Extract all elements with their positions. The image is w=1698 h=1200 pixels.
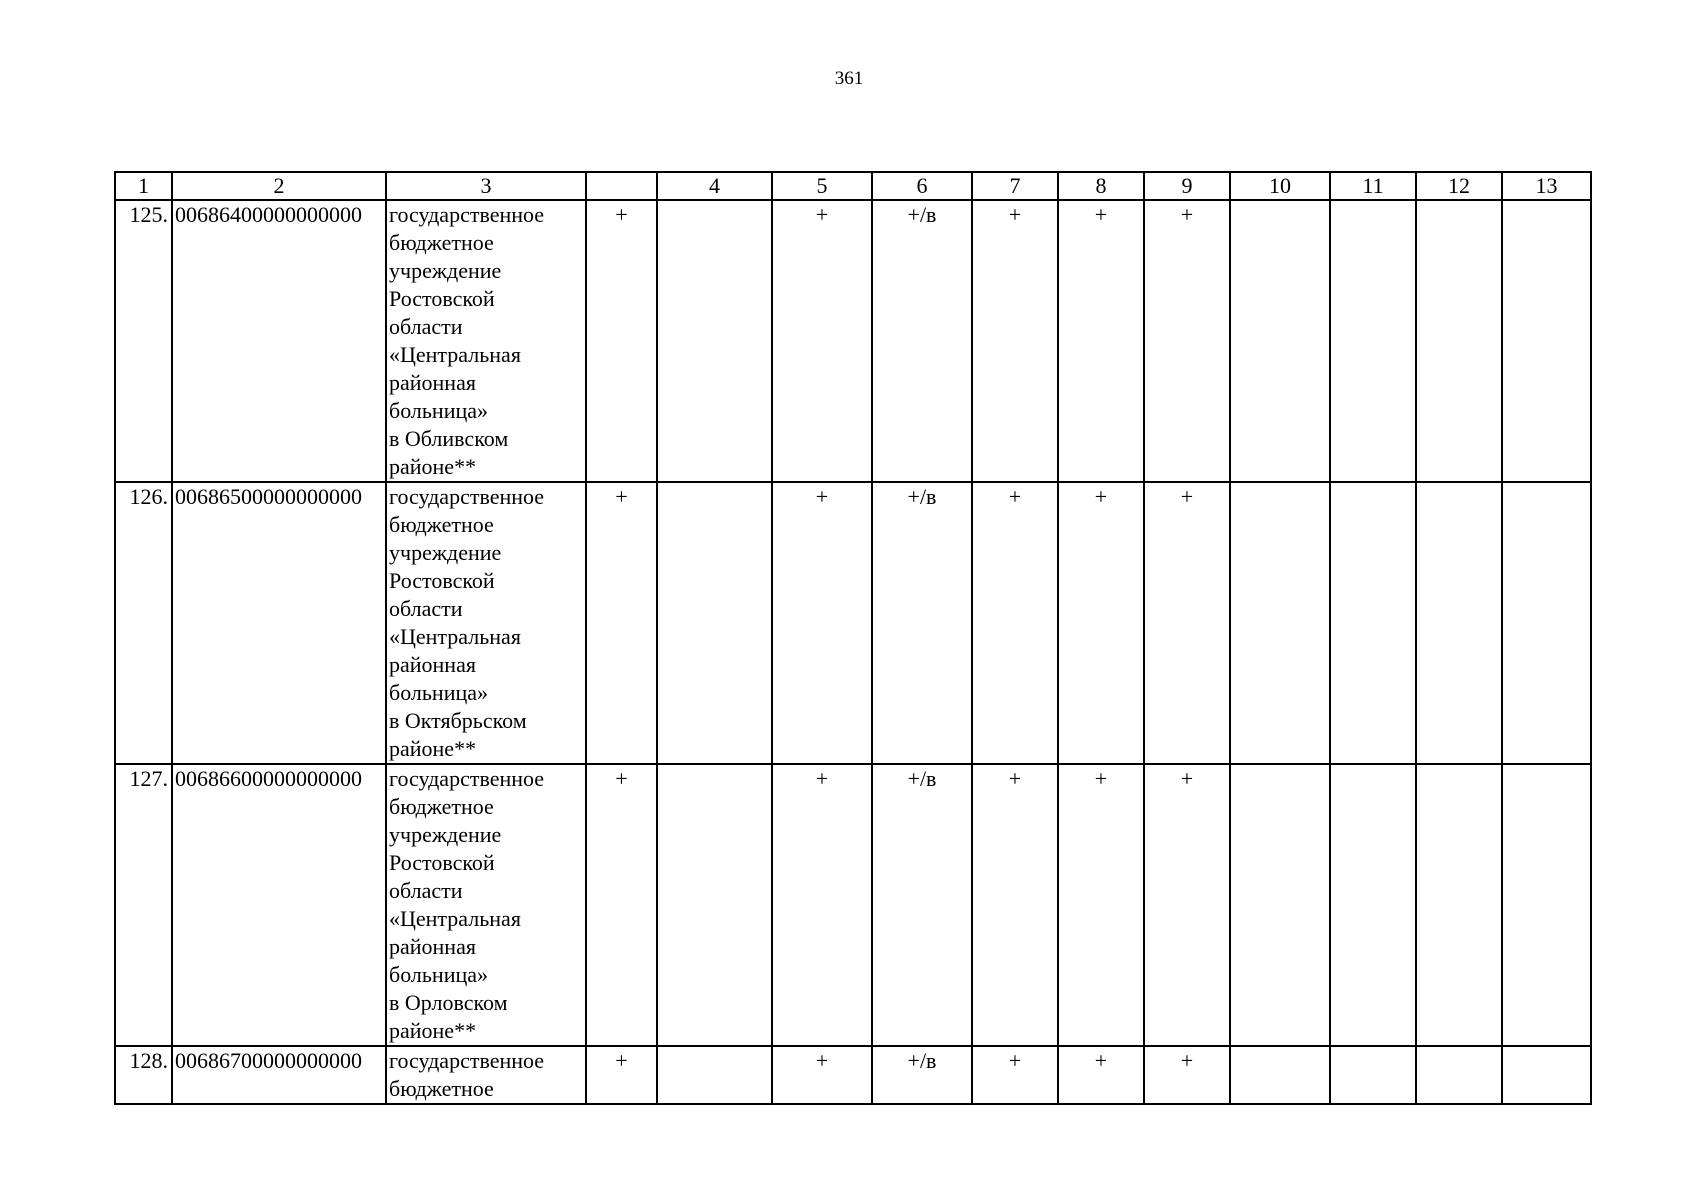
row-mark: [657, 1046, 772, 1104]
row-name-line: государственное: [389, 766, 545, 791]
row-code: 00686600000000000: [172, 764, 386, 1046]
row-mark: [1416, 482, 1502, 764]
table-row: [115, 482, 1591, 764]
row-mark: +: [1058, 1046, 1144, 1104]
column-header: 7: [972, 172, 1058, 200]
row-mark: +: [1058, 764, 1144, 1046]
row-name-line: районе**: [389, 736, 477, 761]
row-mark: [1416, 764, 1502, 1046]
column-header: 4: [657, 172, 772, 200]
row-number: 125.: [115, 200, 172, 482]
row-name-line: Ростовской: [389, 850, 495, 875]
row-number: 126.: [115, 482, 172, 764]
row-mark: +: [972, 200, 1058, 482]
row-mark: +: [1144, 482, 1230, 764]
row-name: [386, 482, 586, 764]
row-name-line: Ростовской: [389, 286, 495, 311]
row-mark: +/в: [872, 764, 972, 1046]
row-mark: +: [1144, 200, 1230, 482]
row-name-line: районе**: [389, 1018, 477, 1043]
row-name: [386, 1046, 586, 1104]
row-mark: [657, 482, 772, 764]
table-header-row: [115, 172, 1591, 200]
row-mark: [1330, 200, 1416, 482]
row-mark: [1230, 1046, 1330, 1104]
row-name-line: Ростовской: [389, 568, 495, 593]
row-mark: +: [972, 482, 1058, 764]
row-name-line: бюджетное: [389, 230, 494, 255]
row-mark: [1502, 200, 1591, 482]
row-name-line: бюджетное: [389, 512, 494, 537]
row-name-line: учреждение: [389, 822, 502, 847]
table-row: [115, 764, 1591, 1046]
row-code: 00686700000000000: [172, 1046, 386, 1104]
column-header: 8: [1058, 172, 1144, 200]
row-mark: [1416, 200, 1502, 482]
row-name-line: области: [389, 596, 463, 621]
row-mark: [657, 764, 772, 1046]
row-mark: +: [972, 764, 1058, 1046]
row-name-line: районная: [389, 934, 476, 959]
row-name-line: государственное: [389, 1048, 545, 1073]
column-header: [586, 172, 657, 200]
row-mark: [657, 200, 772, 482]
column-header: 1: [115, 172, 172, 200]
column-header: 11: [1330, 172, 1416, 200]
row-number: 127.: [115, 764, 172, 1046]
row-name-line: области: [389, 314, 463, 339]
row-mark: [1230, 764, 1330, 1046]
row-name-line: районная: [389, 652, 476, 677]
row-mark: +: [772, 482, 872, 764]
row-name: [386, 200, 586, 482]
row-mark: +: [586, 200, 657, 482]
row-name-line: «Центральная: [389, 342, 521, 367]
document-table: [114, 171, 1592, 1105]
row-mark: [1330, 482, 1416, 764]
row-mark: +: [1144, 1046, 1230, 1104]
row-mark: +/в: [872, 1046, 972, 1104]
row-mark: +/в: [872, 200, 972, 482]
row-name-line: «Центральная: [389, 624, 521, 649]
column-header: 10: [1230, 172, 1330, 200]
row-mark: +: [586, 764, 657, 1046]
row-code: 00686500000000000: [172, 482, 386, 764]
row-number: 128.: [115, 1046, 172, 1104]
row-mark: [1330, 1046, 1416, 1104]
column-header: 13: [1502, 172, 1591, 200]
row-mark: [1416, 1046, 1502, 1104]
page-number: 361: [834, 68, 864, 89]
row-name-line: больница»: [389, 680, 488, 705]
row-mark: +: [586, 1046, 657, 1104]
row-mark: +: [972, 1046, 1058, 1104]
row-name-line: государственное: [389, 484, 545, 509]
row-name-line: больница»: [389, 962, 488, 987]
column-header: 9: [1144, 172, 1230, 200]
row-name-line: в Обливском: [389, 426, 509, 451]
row-mark: +: [772, 200, 872, 482]
row-mark: [1330, 764, 1416, 1046]
row-name-line: бюджетное: [389, 1076, 494, 1101]
row-name-line: в Октябрьском: [389, 708, 527, 733]
row-name-line: «Центральная: [389, 906, 521, 931]
row-mark: [1230, 482, 1330, 764]
row-mark: +: [772, 764, 872, 1046]
row-mark: +/в: [872, 482, 972, 764]
row-name-line: учреждение: [389, 258, 502, 283]
row-name-line: области: [389, 878, 463, 903]
row-name-line: бюджетное: [389, 794, 494, 819]
row-code: 00686400000000000: [172, 200, 386, 482]
table-row: [115, 1046, 1591, 1104]
row-mark: +: [1144, 764, 1230, 1046]
column-header: 12: [1416, 172, 1502, 200]
row-name-line: районе**: [389, 454, 477, 479]
row-name-line: районная: [389, 370, 476, 395]
column-header: 5: [772, 172, 872, 200]
table-row: [115, 200, 1591, 482]
row-name-line: в Орловском: [389, 990, 508, 1015]
row-mark: [1230, 200, 1330, 482]
row-mark: +: [1058, 200, 1144, 482]
row-mark: [1502, 764, 1591, 1046]
row-name-line: больница»: [389, 398, 488, 423]
column-header: 6: [872, 172, 972, 200]
row-mark: [1502, 482, 1591, 764]
row-mark: +: [772, 1046, 872, 1104]
row-name-line: учреждение: [389, 540, 502, 565]
row-name: [386, 764, 586, 1046]
row-name-line: государственное: [389, 202, 545, 227]
column-header: 2: [172, 172, 386, 200]
column-header: 3: [386, 172, 586, 200]
row-mark: +: [1058, 482, 1144, 764]
row-mark: +: [586, 482, 657, 764]
row-mark: [1502, 1046, 1591, 1104]
